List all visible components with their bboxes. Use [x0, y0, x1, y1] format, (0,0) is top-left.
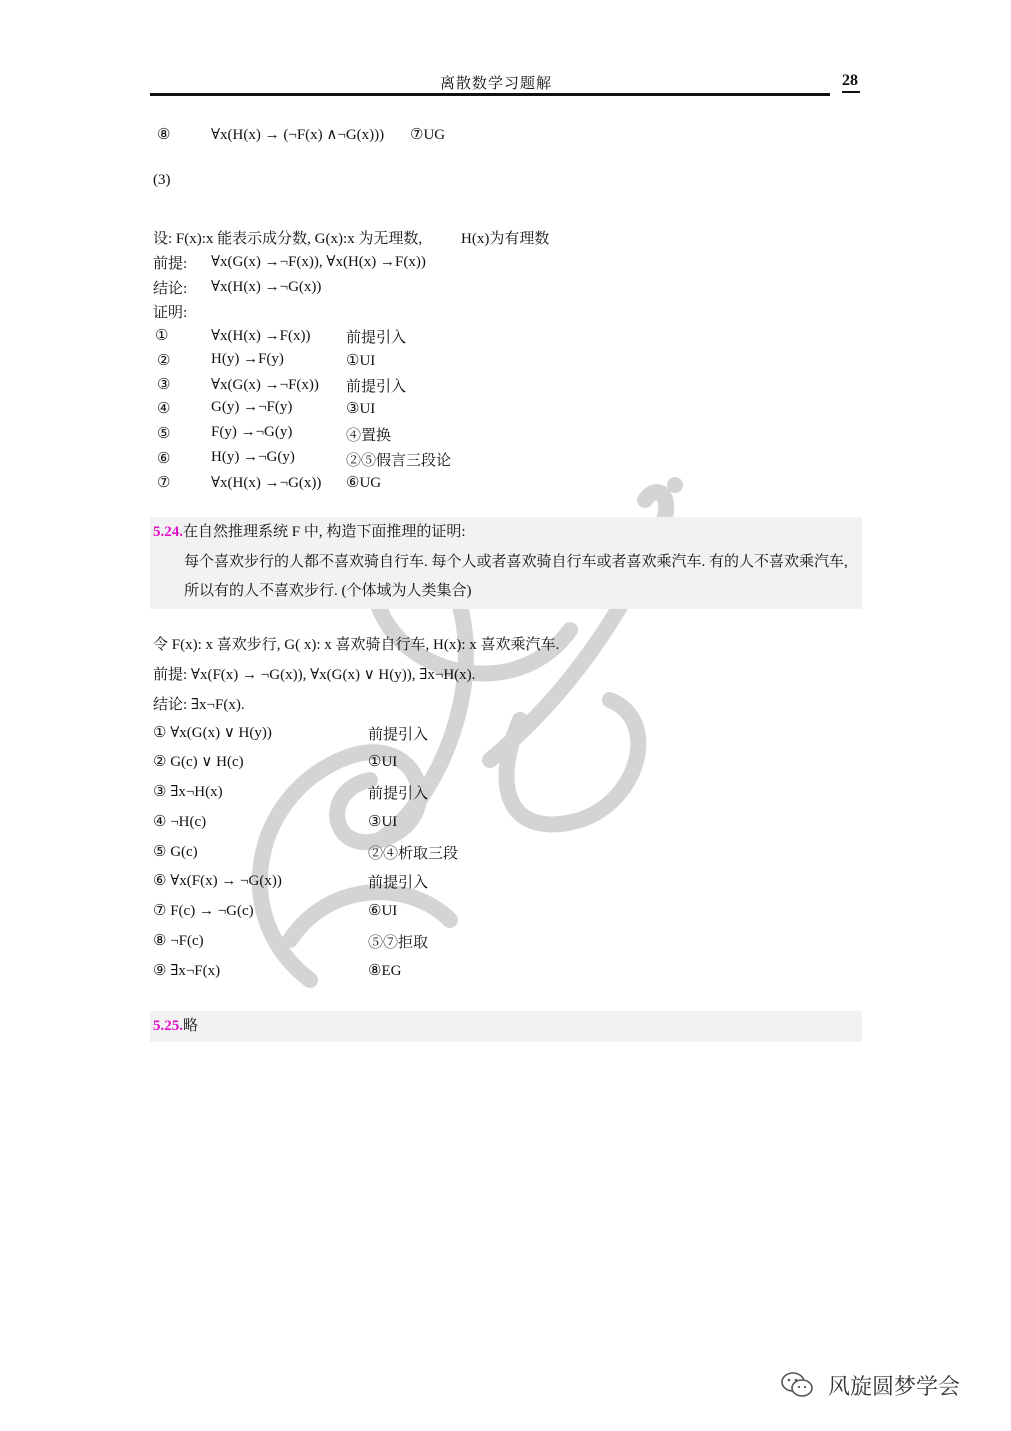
step-number: ⑥: [157, 451, 171, 467]
proof-step-formula: ⑧ ¬F(c): [153, 933, 204, 949]
wechat-icon: [780, 1370, 814, 1400]
let-statement: 设: F(x):x 能表示成分数, G(x):x 为无理数,: [153, 231, 423, 247]
proof-step-formula: ① ∀x(G(x) ∨ H(y)): [153, 725, 272, 741]
proof-step-formula: ⑦ F(c) → ¬G(c): [153, 903, 254, 919]
proof-label: 证明:: [153, 305, 188, 321]
conclusion-formula: ∀x(H(x) →¬G(x)): [211, 279, 322, 295]
step-number: ④: [157, 401, 171, 417]
question-box: [150, 1011, 862, 1042]
proof-step-rule: ③UI: [368, 814, 398, 830]
page-number: 28: [842, 72, 858, 89]
let-statement-cont: H(x)为有理数: [461, 231, 550, 247]
question-text: 略: [183, 1018, 199, 1034]
solution-let: 令 F(x): x 喜欢步行, G( x): x 喜欢骑自行车, H(x): x 喜欢乘汽车.: [153, 637, 560, 653]
proof-step-rule: 前提引入: [368, 786, 429, 802]
step-rule: 前提引入: [346, 330, 407, 346]
solution-conclusion: 结论: ∃x¬F(x).: [153, 697, 245, 713]
proof-step-formula: ⑥ ∀x(F(x) → ¬G(x)): [153, 873, 282, 889]
proof-step-formula: ④ ¬H(c): [153, 814, 207, 830]
step-formula: ∀x(H(x) →F(x)): [211, 328, 311, 344]
proof-step-rule: ⑥UI: [368, 903, 398, 919]
question-text: 在自然推理系统 F 中, 构造下面推理的证明:: [183, 524, 466, 540]
step-formula: ∀x(H(x) → (¬F(x) ∧¬G(x))): [211, 127, 385, 143]
page-number-underline: [842, 91, 860, 93]
header-rule: [150, 93, 830, 96]
conclusion-label: 结论:: [153, 281, 188, 297]
question-line: 所以有的人不喜欢步行. (个体域为人类集合): [184, 583, 472, 599]
step-rule: ③UI: [346, 401, 376, 417]
premise-label: 前提:: [153, 256, 188, 272]
proof-step-rule: ①UI: [368, 754, 398, 770]
proof-step-formula: ⑨ ∃x¬F(x): [153, 963, 221, 979]
question-label: 5.25.: [153, 1018, 183, 1034]
step-number: ⑤: [157, 426, 171, 442]
step-number: ⑦: [157, 475, 171, 491]
step-rule: ⑦UG: [410, 127, 446, 143]
proof-step-rule: 前提引入: [368, 875, 429, 891]
step-formula: H(y) →¬G(y): [211, 449, 295, 465]
step-formula: G(y) →¬F(y): [211, 399, 293, 415]
step-formula: ∀x(H(x) →¬G(x)): [211, 475, 322, 491]
step-rule: ④置换: [346, 428, 392, 444]
question-title: [153, 1014, 198, 1035]
proof-step-rule: ②④析取三段: [368, 846, 459, 862]
step-number: ①: [155, 328, 169, 344]
part-label: (3): [153, 172, 171, 188]
step-rule: 前提引入: [346, 379, 407, 395]
proof-step-formula: ③ ∃x¬H(x): [153, 784, 223, 800]
step-formula: ∀x(G(x) →¬F(x)): [211, 377, 319, 393]
step-rule: ①UI: [346, 353, 376, 369]
step-number: ③: [157, 377, 171, 393]
step-number: ②: [157, 353, 171, 369]
proof-step-formula: ⑤ G(c): [153, 844, 198, 860]
footer-brand-text: 风旋圆梦学会: [828, 1375, 961, 1400]
step-formula: H(y) →F(y): [211, 351, 284, 367]
step-rule: ⑥UG: [346, 475, 382, 491]
header-title: 离散数学习题解: [440, 76, 553, 92]
step-rule: ②⑤假言三段论: [346, 453, 452, 469]
proof-step-formula: ② G(c) ∨ H(c): [153, 754, 244, 770]
step-number: ⑧: [157, 127, 171, 143]
proof-step-rule: ⑧EG: [368, 963, 402, 979]
question-line: 每个喜欢步行的人都不喜欢骑自行车. 每个人或者喜欢骑自行车或者喜欢乘汽车. 有的人不喜欢乘汽车,: [184, 554, 848, 570]
question-title: [153, 520, 466, 541]
step-formula: F(y) →¬G(y): [211, 424, 293, 440]
proof-step-rule: 前提引入: [368, 727, 429, 743]
premise-formula: ∀x(G(x) →¬F(x)), ∀x(H(x) →F(x)): [211, 254, 426, 270]
question-label: 5.24.: [153, 524, 183, 540]
proof-step-rule: ⑤⑦拒取: [368, 935, 429, 951]
solution-premise: 前提: ∀x(F(x) → ¬G(x)), ∀x(G(x) ∨ H(y)), ∃x¬H(x).: [153, 667, 476, 683]
